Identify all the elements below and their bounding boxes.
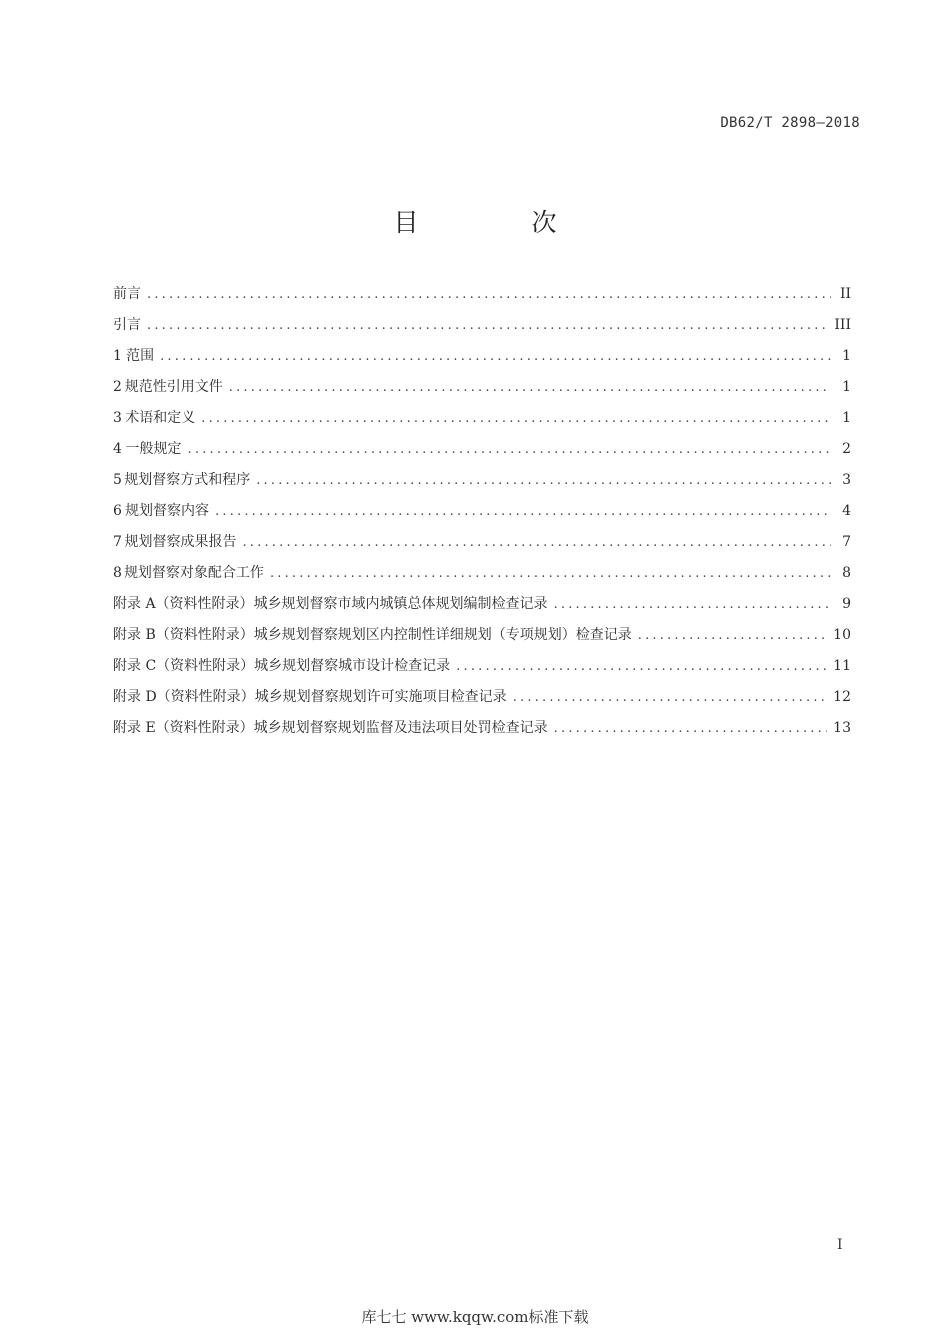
watermark-text: 库七七 www.kqqw.com标准下载 [361,1308,589,1326]
toc-leader-dots [456,659,827,674]
toc-entry[interactable] [113,531,851,562]
toc-entry-label: 城乡规划督察城市设计检查记录 [254,658,451,674]
toc-entry-page: 11 [833,658,851,674]
toc-leader-dots [201,411,831,426]
toc-entry-number: 6 [113,503,122,519]
toc-leader-dots [513,690,827,705]
toc-entry-page: 7 [842,534,851,550]
toc-entry-number: 4 [113,441,122,457]
toc-entry[interactable] [113,283,851,314]
document-code: DB62/T 2898—2018 [720,115,860,131]
toc-entry-page: 2 [842,441,851,457]
toc-leader-dots [229,380,831,395]
toc-entry[interactable] [113,407,851,438]
toc-leader-dots [147,318,828,333]
toc-leader-dots [160,349,831,364]
appendix-prefix: 附录 B（资料性附录） [113,627,254,643]
toc-entry-page: III [834,317,851,333]
toc-leader-dots [188,442,831,457]
toc-appendix-entry[interactable] [113,717,851,748]
toc-entry[interactable] [113,314,851,345]
toc-entry-label: 前言 [113,286,141,302]
toc-entry-number: 5 [113,472,122,488]
toc-entry-label: 城乡规划督察规划监督及违法项目处罚检查记录 [253,720,548,736]
toc-entry-page: 8 [842,565,851,581]
toc-entry[interactable] [113,345,851,376]
toc-entry-label: 城乡规划督察市域内城镇总体规划编制检查记录 [253,596,548,612]
page-title: 目 次 [393,208,601,237]
toc-leader-dots [638,628,827,643]
appendix-prefix: 附录 A（资料性附录） [113,596,254,612]
toc-entry[interactable] [113,376,851,407]
appendix-prefix: 附录 D（资料性附录） [113,689,255,705]
toc-entry-number: 1 [113,348,122,364]
appendix-prefix: 附录 E（资料性附录） [113,720,254,736]
toc-entry-page: II [839,286,851,302]
toc-entry-label: 规划督察成果报告 [124,534,237,550]
toc-appendix-entry[interactable] [113,624,851,655]
appendix-prefix: 附录 C（资料性附录） [113,658,255,674]
toc-leader-dots [147,287,831,302]
toc-entry-label: 城乡规划督察规划许可实施项目检查记录 [254,689,507,705]
toc-entry-label: 规划督察内容 [125,503,209,519]
toc-leader-dots [215,504,831,519]
toc-leader-dots [270,566,831,581]
toc-entry-page: 4 [842,503,851,519]
toc-entry-number: 8 [113,565,122,581]
toc-entry-page: 1 [842,379,851,395]
toc-entry-page: 1 [842,410,851,426]
toc-entry-page: 1 [842,348,851,364]
toc-entry-number: 3 [113,410,122,426]
toc-entry-label: 引言 [113,317,141,333]
table-of-contents [113,283,851,748]
toc-entry-label: 规范性引用文件 [124,379,223,395]
toc-entry-label: 一般规定 [125,441,182,457]
toc-entry[interactable] [113,469,851,500]
toc-leader-dots [554,597,831,612]
toc-entry-page: 10 [833,627,851,643]
toc-appendix-entry[interactable] [113,593,851,624]
toc-leader-dots [554,721,828,736]
page-number: I [837,1237,843,1253]
toc-leader-dots [256,473,831,488]
toc-entry-label: 城乡规划督察规划区内控制性详细规划（专项规划）检查记录 [253,627,632,643]
toc-entry-label: 规划督察对象配合工作 [123,565,264,581]
toc-entry-page: 12 [833,689,851,705]
toc-entry-page: 13 [833,720,851,736]
toc-entry-label: 范围 [126,348,155,364]
toc-appendix-entry[interactable] [113,686,851,717]
toc-entry-label: 术语和定义 [125,410,196,426]
toc-entry[interactable] [113,562,851,593]
toc-leader-dots [242,535,831,550]
toc-entry-page: 3 [842,472,851,488]
toc-entry[interactable] [113,500,851,531]
toc-entry-number: 7 [113,534,122,550]
toc-appendix-entry[interactable] [113,655,851,686]
toc-entry-label: 规划督察方式和程序 [124,472,251,488]
toc-entry-page: 9 [842,596,851,612]
toc-entry[interactable] [113,438,851,469]
toc-entry-number: 2 [113,379,122,395]
